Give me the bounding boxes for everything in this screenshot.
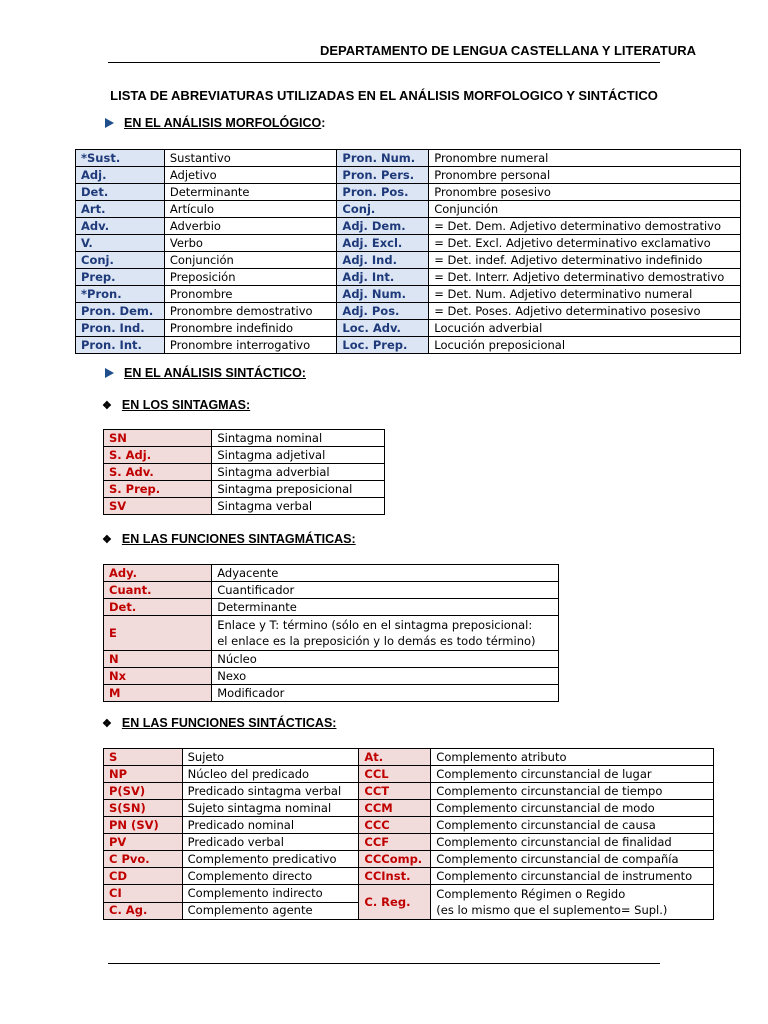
table-row bbox=[76, 286, 741, 303]
meaning-cell: Sintagma adjetival bbox=[212, 447, 385, 464]
table-row bbox=[76, 252, 741, 269]
morphology-abbreviations-table bbox=[75, 149, 741, 354]
meaning-cell bbox=[431, 885, 714, 920]
abbreviation-cell: Pron. Num. bbox=[337, 150, 429, 167]
section-funciones-sintacticas bbox=[102, 716, 336, 730]
meaning-cell: = Det. Poses. Adjetivo determinativo posesivo bbox=[429, 303, 741, 320]
meaning-cell: Predicado verbal bbox=[182, 834, 359, 851]
abbreviation-cell: Loc. Adv. bbox=[337, 320, 429, 337]
table-row bbox=[104, 817, 714, 834]
abbreviation-cell: CD bbox=[104, 868, 183, 885]
table-row bbox=[76, 167, 741, 184]
meaning-cell: Modificador bbox=[212, 685, 559, 702]
meaning-cell: = Det. Interr. Adjetivo determinativo demostrativo bbox=[429, 269, 741, 286]
arrow-bullet-icon bbox=[105, 368, 114, 378]
table-row bbox=[104, 749, 714, 766]
meaning-cell: Locución preposicional bbox=[429, 337, 741, 354]
meaning-cell: Sintagma nominal bbox=[212, 430, 385, 447]
meaning-cell: = Det. indef. Adjetivo determinativo indefinido bbox=[429, 252, 741, 269]
section-funciones-sintagmaticas bbox=[102, 532, 356, 546]
diamond-bullet-icon: ❖ bbox=[102, 718, 112, 730]
table-row bbox=[104, 851, 714, 868]
meaning-cell: Pronombre demostrativo bbox=[164, 303, 337, 320]
abbreviation-cell: Det. bbox=[104, 599, 212, 616]
abbreviation-cell: C Pvo. bbox=[104, 851, 183, 868]
abbreviation-cell: Adj. bbox=[76, 167, 165, 184]
meaning-line: (es lo mismo que el suplemento= Supl.) bbox=[436, 903, 668, 917]
abbreviation-cell: Loc. Prep. bbox=[337, 337, 429, 354]
meaning-cell: Sujeto bbox=[182, 749, 359, 766]
meaning-cell: Complemento directo bbox=[182, 868, 359, 885]
meaning-cell: Complemento circunstancial de lugar bbox=[431, 766, 714, 783]
meaning-cell: Pronombre posesivo bbox=[429, 184, 741, 201]
abbreviation-cell: Conj. bbox=[337, 201, 429, 218]
meaning-cell: Complemento agente bbox=[182, 902, 359, 920]
abbreviation-cell: SN bbox=[104, 430, 212, 447]
abbreviation-cell: CCL bbox=[359, 766, 431, 783]
meaning-line: Enlace y T: término (sólo en el sintagma preposicional: bbox=[217, 618, 533, 632]
meaning-cell: Determinante bbox=[164, 184, 337, 201]
abbreviation-cell: V. bbox=[76, 235, 165, 252]
meaning-line: Complemento Régimen o Regido bbox=[436, 887, 626, 901]
table-row bbox=[104, 783, 714, 800]
meaning-cell: Sujeto sintagma nominal bbox=[182, 800, 359, 817]
meaning-cell: Determinante bbox=[212, 599, 559, 616]
abbreviation-cell: Conj. bbox=[76, 252, 165, 269]
abbreviation-cell: Pron. Ind. bbox=[76, 320, 165, 337]
meaning-cell: Sintagma preposicional bbox=[212, 481, 385, 498]
meaning-cell: Complemento atributo bbox=[431, 749, 714, 766]
abbreviation-cell: Adj. Excl. bbox=[337, 235, 429, 252]
meaning-line: el enlace es la preposición y lo demás es todo término) bbox=[217, 634, 536, 648]
section-morfologico-label: EN EL ANÁLISIS MORFOLÓGICO bbox=[124, 116, 322, 130]
table-row bbox=[104, 800, 714, 817]
section-morfologico bbox=[105, 116, 325, 130]
meaning-cell: Pronombre interrogativo bbox=[164, 337, 337, 354]
diamond-bullet-icon: ❖ bbox=[102, 534, 112, 546]
abbreviation-cell: *Sust. bbox=[76, 150, 165, 167]
abbreviation-cell: C. Ag. bbox=[104, 902, 183, 920]
abbreviation-cell: Adj. Pos. bbox=[337, 303, 429, 320]
abbreviation-cell: S. Adv. bbox=[104, 464, 212, 481]
table-row bbox=[104, 766, 714, 783]
table-row bbox=[104, 447, 385, 464]
meaning-cell bbox=[212, 616, 559, 651]
meaning-cell: Pronombre indefinido bbox=[164, 320, 337, 337]
abbreviation-cell: Pron. Dem. bbox=[76, 303, 165, 320]
section-sintagmas-label: EN LOS SINTAGMAS: bbox=[121, 398, 251, 412]
abbreviation-cell: CCC bbox=[359, 817, 431, 834]
meaning-cell: Complemento indirecto bbox=[182, 885, 359, 903]
table-row bbox=[104, 616, 559, 651]
abbreviation-cell: S bbox=[104, 749, 183, 766]
abbreviation-cell: PV bbox=[104, 834, 183, 851]
table-row bbox=[104, 464, 385, 481]
meaning-cell: Predicado nominal bbox=[182, 817, 359, 834]
header-divider bbox=[108, 62, 660, 63]
abbreviation-cell: Pron. Pos. bbox=[337, 184, 429, 201]
abbreviation-cell: S. Prep. bbox=[104, 481, 212, 498]
table-row bbox=[104, 834, 714, 851]
meaning-cell: Artículo bbox=[164, 201, 337, 218]
section-sintagmas bbox=[102, 398, 250, 412]
arrow-bullet-icon bbox=[105, 118, 114, 128]
table-row bbox=[104, 868, 714, 885]
abbreviation-cell: Prep. bbox=[76, 269, 165, 286]
abbreviation-cell: Pron. Int. bbox=[76, 337, 165, 354]
footer-divider bbox=[108, 963, 660, 964]
abbreviation-cell: Pron. Pers. bbox=[337, 167, 429, 184]
abbreviation-cell: CI bbox=[104, 885, 183, 903]
abbreviation-cell: Adj. Ind. bbox=[337, 252, 429, 269]
abbreviation-cell: Art. bbox=[76, 201, 165, 218]
table-row bbox=[76, 218, 741, 235]
table-row bbox=[104, 685, 559, 702]
table-row bbox=[76, 235, 741, 252]
department-header: DEPARTAMENTO DE LENGUA CASTELLANA Y LITERATURA bbox=[320, 43, 697, 58]
abbreviation-cell: P(SV) bbox=[104, 783, 183, 800]
abbreviation-cell: Det. bbox=[76, 184, 165, 201]
abbreviation-cell: M bbox=[104, 685, 212, 702]
meaning-cell: Sintagma verbal bbox=[212, 498, 385, 515]
abbreviation-cell: SV bbox=[104, 498, 212, 515]
table-row bbox=[76, 320, 741, 337]
meaning-cell: Conjunción bbox=[164, 252, 337, 269]
funciones-sintagmaticas-table bbox=[103, 564, 559, 702]
meaning-cell: Preposición bbox=[164, 269, 337, 286]
meaning-cell: = Det. Dem. Adjetivo determinativo demostrativo bbox=[429, 218, 741, 235]
meaning-cell: Complemento circunstancial de causa bbox=[431, 817, 714, 834]
meaning-cell: Pronombre personal bbox=[429, 167, 741, 184]
section-sintactico bbox=[105, 366, 306, 380]
meaning-cell: Verbo bbox=[164, 235, 337, 252]
abbreviation-cell: Adj. Dem. bbox=[337, 218, 429, 235]
abbreviation-cell: CCComp. bbox=[359, 851, 431, 868]
abbreviation-cell: PN (SV) bbox=[104, 817, 183, 834]
meaning-cell: Sintagma adverbial bbox=[212, 464, 385, 481]
abbreviation-cell: CCT bbox=[359, 783, 431, 800]
section-funciones-sintacticas-label: EN LAS FUNCIONES SINTÁCTICAS: bbox=[121, 716, 337, 730]
abbreviation-cell: CCM bbox=[359, 800, 431, 817]
meaning-cell: Núcleo bbox=[212, 651, 559, 668]
table-row bbox=[76, 150, 741, 167]
abbreviation-cell: Adv. bbox=[76, 218, 165, 235]
abbreviation-cell: Ady. bbox=[104, 565, 212, 582]
section-funciones-sintagmaticas-label: EN LAS FUNCIONES SINTAGMÁTICAS: bbox=[121, 532, 356, 546]
table-row bbox=[104, 651, 559, 668]
abbreviation-cell: Adj. Num. bbox=[337, 286, 429, 303]
section-sintactico-label: EN EL ANÁLISIS SINTÁCTICO: bbox=[124, 366, 306, 380]
meaning-cell: Pronombre numeral bbox=[429, 150, 741, 167]
table-row bbox=[104, 668, 559, 685]
table-row bbox=[104, 582, 559, 599]
abbreviation-cell: *Pron. bbox=[76, 286, 165, 303]
meaning-cell: Complemento circunstancial de compañía bbox=[431, 851, 714, 868]
document-title: LISTA DE ABREVIATURAS UTILIZADAS EN EL ANÁLISIS MORFOLOGICO Y SINTÁCTICO bbox=[110, 88, 658, 103]
table-row bbox=[104, 565, 559, 582]
table-row bbox=[104, 430, 385, 447]
meaning-cell: = Det. Excl. Adjetivo determinativo exclamativo bbox=[429, 235, 741, 252]
table-row bbox=[76, 269, 741, 286]
sintagmas-table bbox=[103, 429, 385, 515]
abbreviation-cell: C. Reg. bbox=[359, 885, 431, 920]
meaning-cell: Núcleo del predicado bbox=[182, 766, 359, 783]
meaning-cell: = Det. Num. Adjetivo determinativo numeral bbox=[429, 286, 741, 303]
section-morfologico-colon: : bbox=[321, 116, 326, 130]
abbreviation-cell: E bbox=[104, 616, 212, 651]
table-row bbox=[76, 201, 741, 218]
meaning-cell: Conjunción bbox=[429, 201, 741, 218]
meaning-cell: Pronombre bbox=[164, 286, 337, 303]
abbreviation-cell: At. bbox=[359, 749, 431, 766]
abbreviation-cell: Adj. Int. bbox=[337, 269, 429, 286]
table-row bbox=[104, 885, 714, 903]
meaning-cell: Adyacente bbox=[212, 565, 559, 582]
meaning-cell: Locución adverbial bbox=[429, 320, 741, 337]
meaning-cell: Cuantificador bbox=[212, 582, 559, 599]
meaning-cell: Complemento predicativo bbox=[182, 851, 359, 868]
meaning-cell: Sustantivo bbox=[164, 150, 337, 167]
meaning-cell: Complemento circunstancial de instrumento bbox=[431, 868, 714, 885]
abbreviation-cell: S(SN) bbox=[104, 800, 183, 817]
meaning-cell: Nexo bbox=[212, 668, 559, 685]
table-row bbox=[76, 337, 741, 354]
meaning-cell: Adverbio bbox=[164, 218, 337, 235]
diamond-bullet-icon: ❖ bbox=[102, 400, 112, 412]
meaning-cell: Adjetivo bbox=[164, 167, 337, 184]
table-row bbox=[104, 498, 385, 515]
abbreviation-cell: CCF bbox=[359, 834, 431, 851]
funciones-sintacticas-table bbox=[103, 748, 714, 920]
meaning-cell: Predicado sintagma verbal bbox=[182, 783, 359, 800]
abbreviation-cell: Nx bbox=[104, 668, 212, 685]
meaning-cell: Complemento circunstancial de modo bbox=[431, 800, 714, 817]
meaning-cell: Complemento circunstancial de finalidad bbox=[431, 834, 714, 851]
meaning-cell: Complemento circunstancial de tiempo bbox=[431, 783, 714, 800]
table-row bbox=[76, 303, 741, 320]
table-row bbox=[104, 599, 559, 616]
abbreviation-cell: CCInst. bbox=[359, 868, 431, 885]
table-row bbox=[104, 481, 385, 498]
table-row bbox=[76, 184, 741, 201]
abbreviation-cell: NP bbox=[104, 766, 183, 783]
abbreviation-cell: Cuant. bbox=[104, 582, 212, 599]
abbreviation-cell: N bbox=[104, 651, 212, 668]
abbreviation-cell: S. Adj. bbox=[104, 447, 212, 464]
